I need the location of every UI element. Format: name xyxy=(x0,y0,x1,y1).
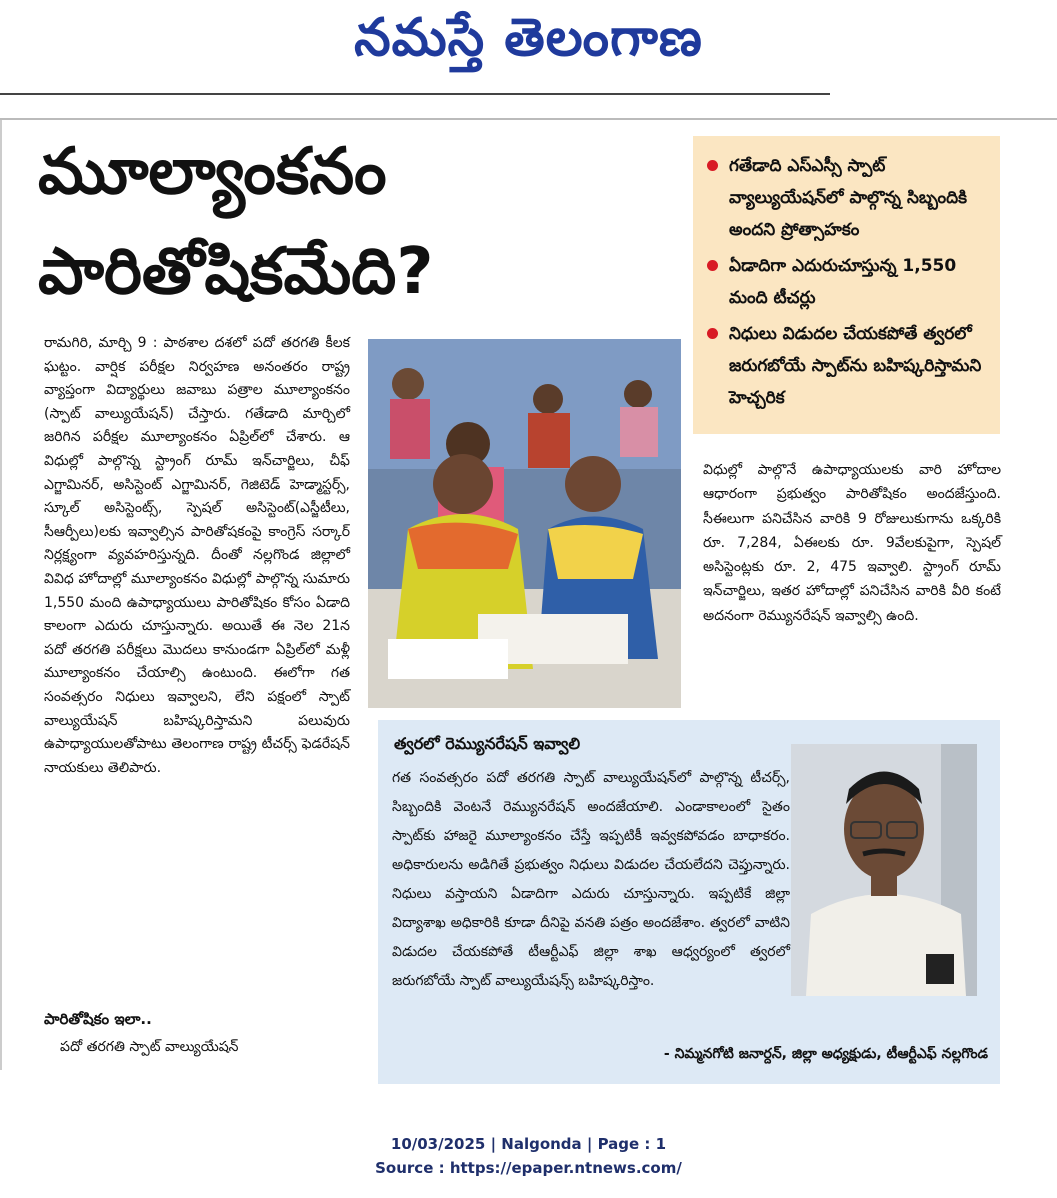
subhead: పారితోషికం ఇలా.. xyxy=(44,1010,152,1028)
quote-title: త్వరలో రెమ్యునరేషన్ ఇవ్వాలి xyxy=(394,734,581,753)
masthead-title: నమస్తే తెలంగాణ xyxy=(354,8,703,68)
article-body-left: రామగిరి, మార్చి 9 : పాఠశాల దశలో పదో తరగతి కీలక ఘట్టం. వార్షిక పరీక్షల నిర్వహణ అనంతరం రాష్ట్ర వ్యాప్తంగా విద్యార్థులు జవాబు పత్రాల మూల్యాంకనం (స్పాట్ వాల్యుయేషన్) చేస్తారు. గతేడాది మార్చిలో జరిగిన పరీక్షల మూల్యాంకనం ఏప్రిల్‌లో చేశారు. ఆ విధుల్లో పాల్గొన్న స్ట్రాంగ్ రూమ్ ఇన్‌చార్జిలు, చీఫ్ ఎగ్జామినర్, అసిస్టెంట్ ఎగ్జామినర్, గెజిటెడ్ హెడ్మాస్టర్స్, స్కూల్ అసిస్టెంట్స్, స్పెషల్ అసిస్టెంట్(ఎస్జీటీలు, సీఆర్పీలు)లకు ఇవ్వాల్సిన పారితోషకంపై కాంగ్రెస్ సర్కార్ నిర్లక్ష్యంగా వ్యవహరిస్తున్నది. దీంతో నల్లగొండ జిల్లాలో వివిధ హోదాల్లో మూల్యాంకనం విధుల్లో పాల్గొన్న సుమారు 1,550 మంది ఉపాధ్యాయులు పారితోషికం కోసం ఏడాది కాలంగా ఎదురు చూస్తున్నారు. అయితే ఈ నెల 21న పదో తరగతి పరీక్షలు మొదలు కానుండగా ఏప్రిల్‌లో మళ్లీ మూల్యాంకనం చేయాల్సి ఉంటుంది. ఈలోగా గత సంవత్సరం నిధులు ఇవ్వాలని, లేని పక్షంలో స్పాట్ వాల్యుయేషన్ బహిష్కరిస్తామని పలువురు ఉపాధ్యాయులతోపాటు తెలంగాణ రాష్ట్ర టీచర్స్ ఫెడరేషన్ నాయకులు తెలిపారు. xyxy=(44,335,350,776)
portrait-photo xyxy=(791,744,977,996)
article-body-right: విధుల్లో పాల్గొనే ఉపాధ్యాయులకు వారి హోదాల ఆధారంగా ప్రభుత్వం పారితోషికం అందజేస్తుంది. సీఈలుగా పనిచేసిన వారికి 9 రోజులుకుగాను ఒక్కరికి రూ. 7,284, ఏఈలకు రూ. 9వేలకుపైగా, స్పెషల్ అసిస్టెంట్లకు రూ. 2, 475 ఇవ్వాలి. స్ట్రాంగ్ రూమ్ ఇన్‌చార్జిలు, ఇతర హోదాల్లో పనిచేసిన వారికి వీరి కంటే అదనంగా రెమ్యునరేషన్ ఇవ్వాల్సి ఉంది. xyxy=(703,462,1001,624)
headline-line-2: పారితోషికమేది? xyxy=(38,235,434,309)
highlight-item: నిధులు విడుదల చేయకపోతే త్వరలో జరుగబోయే స్పాట్‌ను బహిష్కరిస్తామని హెచ్చరిక xyxy=(703,318,990,414)
subhead-text: పదో తరగతి స్పాట్ వాల్యుయేషన్ xyxy=(60,1039,239,1055)
quote-box xyxy=(378,720,1000,1084)
highlight-item: ఏడాదిగా ఎదురుచూస్తున్న 1,550 మంది టీచర్లు xyxy=(703,250,990,314)
highlight-item: గతేడాది ఎస్ఎస్సీ స్పాట్ వ్యాల్యుయేషన్‌లో పాల్గొన్న సిబ్బందికి అందని ప్రోత్సాహకం xyxy=(703,150,990,246)
dateline-rule xyxy=(0,93,830,109)
divider xyxy=(0,118,1057,120)
bullet-icon xyxy=(707,328,718,339)
bullet-icon xyxy=(707,260,718,271)
article-photo xyxy=(368,339,681,708)
quote-text: గత సంవత్సరం పదో తరగతి స్పాట్ వాల్యుయేషన్‌లో పాల్గొన్న టీచర్స్, సిబ్బందికి వెంటనే రెమ్యునరేషన్ అందజేయాలి. ఎండాకాలంలో సైతం స్పాట్‌కు హాజరై మూల్యాంకనం చేస్తే ఇప్పటికీ ఇవ్వకపోవడం బాధాకరం. అధికారులను అడిగితే ప్రభుత్వం నిధులు విడుదల చేయలేదని చెప్తున్నారు. నిధులు వస్తాయని ఏడాదిగా ఎదురు చూస్తున్నారు. ఇప్పటికే జిల్లా విద్యాశాఖ అధికారికి కూడా దీనిపై వనతి పత్రం అందజేశాం. త్వరలో వాటిని విడుదల చేయకపోతే టీఆర్టీఎఫ్ జిల్లా శాఖ ఆధ్వర్యంలో త్వరలో జరుగబోయే స్పాట్ వాల్యుయేషన్స్ బహిష్కరిస్తాం. xyxy=(392,770,790,989)
footer-source[interactable]: Source : https://epaper.ntnews.com/ xyxy=(375,1159,682,1177)
headline-line-1: మూల్యాంకనం xyxy=(38,135,387,209)
column-rule xyxy=(0,120,2,1070)
footer-date-page: 10/03/2025 | Nalgonda | Page : 1 xyxy=(390,1135,667,1153)
highlights-box xyxy=(693,136,1000,434)
bullet-icon xyxy=(707,160,718,171)
quote-signature: - నిమ్మనగోటి జనార్దన్, జిల్లా అధ్యక్షుడు, టీఆర్టీఎఫ్ నల్లగొండ xyxy=(663,1046,988,1062)
